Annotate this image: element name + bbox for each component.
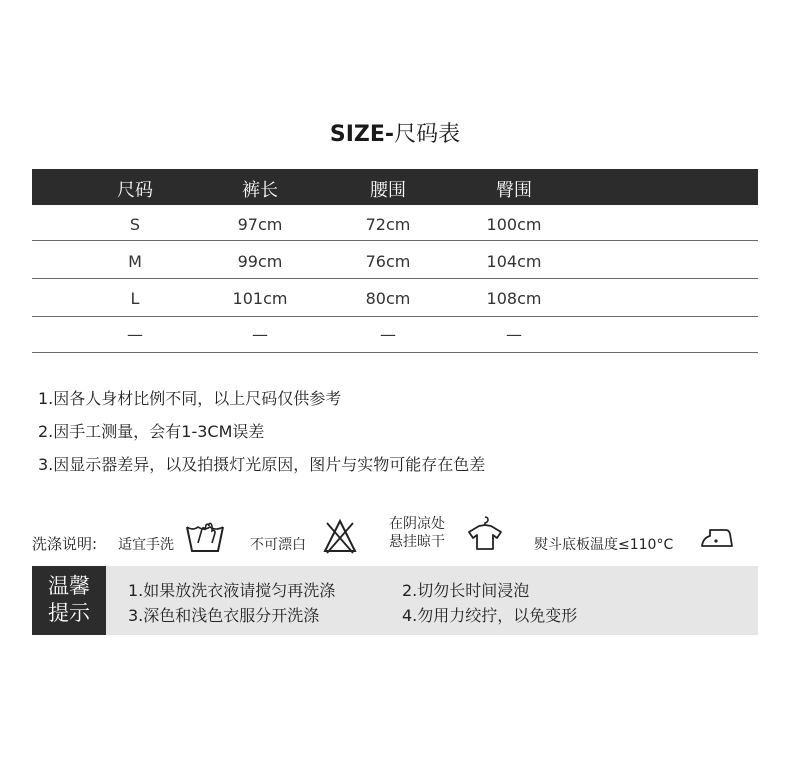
table-row [32, 279, 758, 317]
table-cell: S [129, 215, 141, 234]
table-cell: 97cm [237, 215, 283, 234]
table-cell: 80cm [365, 289, 411, 308]
title-prefix: SIZE- [329, 122, 395, 147]
care-label: 洗涤说明: [32, 535, 98, 553]
note-item: 2.因手工测量，会有1-3CM误差 [38, 422, 265, 441]
iron-icon [700, 527, 734, 549]
tip-item: 3.深色和浅色衣服分开洗涤 [128, 606, 320, 625]
size-notes [38, 388, 485, 487]
size-table-header [32, 169, 758, 205]
header-length: 裤长 [242, 180, 278, 201]
table-cell: — [506, 325, 522, 344]
table-row [32, 241, 758, 279]
tips-panel [32, 566, 758, 635]
table-cell: — [380, 325, 396, 344]
hand-wash-icon [184, 517, 226, 555]
table-cell: L [130, 289, 140, 308]
table-cell: 104cm [486, 252, 542, 271]
table-cell: 101cm [232, 289, 288, 308]
table-row [32, 317, 758, 353]
table-row [32, 205, 758, 241]
no-bleach-label: 不可漂白 [250, 537, 306, 553]
care-instructions [32, 512, 758, 562]
shirt-hanger-icon [466, 515, 504, 551]
header-size: 尺码 [117, 180, 153, 201]
table-cell: 76cm [365, 252, 411, 271]
shade-dry-label: 在阴凉处 悬挂晾干 [389, 516, 445, 550]
iron-temp-label: 熨斗底板温度≤110°C [534, 537, 674, 553]
table-cell: 99cm [237, 252, 283, 271]
table-cell: 100cm [486, 215, 542, 234]
tips-label: 温馨 提示 [32, 566, 106, 635]
tip-item: 2.切勿长时间浸泡 [402, 581, 530, 600]
header-waist: 腰围 [370, 180, 406, 201]
page-title [0, 117, 790, 148]
note-item: 3.因显示器差异，以及拍摄灯光原因，图片与实物可能存在色差 [38, 455, 486, 474]
table-cell: 72cm [365, 215, 411, 234]
table-cell: 108cm [486, 289, 542, 308]
title-suffix: 尺码表 [394, 122, 461, 147]
table-cell: — [252, 325, 268, 344]
size-table [32, 169, 758, 353]
table-cell: — [127, 325, 143, 344]
header-hip: 臀围 [496, 180, 532, 201]
table-cell: M [128, 252, 142, 271]
no-bleach-icon [322, 517, 358, 555]
tip-item: 4.勿用力绞拧，以免变形 [402, 606, 578, 625]
tip-item: 1.如果放洗衣液请搅匀再洗涤 [128, 581, 336, 600]
note-item: 1.因各人身材比例不同，以上尺码仅供参考 [38, 389, 342, 408]
hand-wash-label: 适宜手洗 [118, 537, 174, 553]
